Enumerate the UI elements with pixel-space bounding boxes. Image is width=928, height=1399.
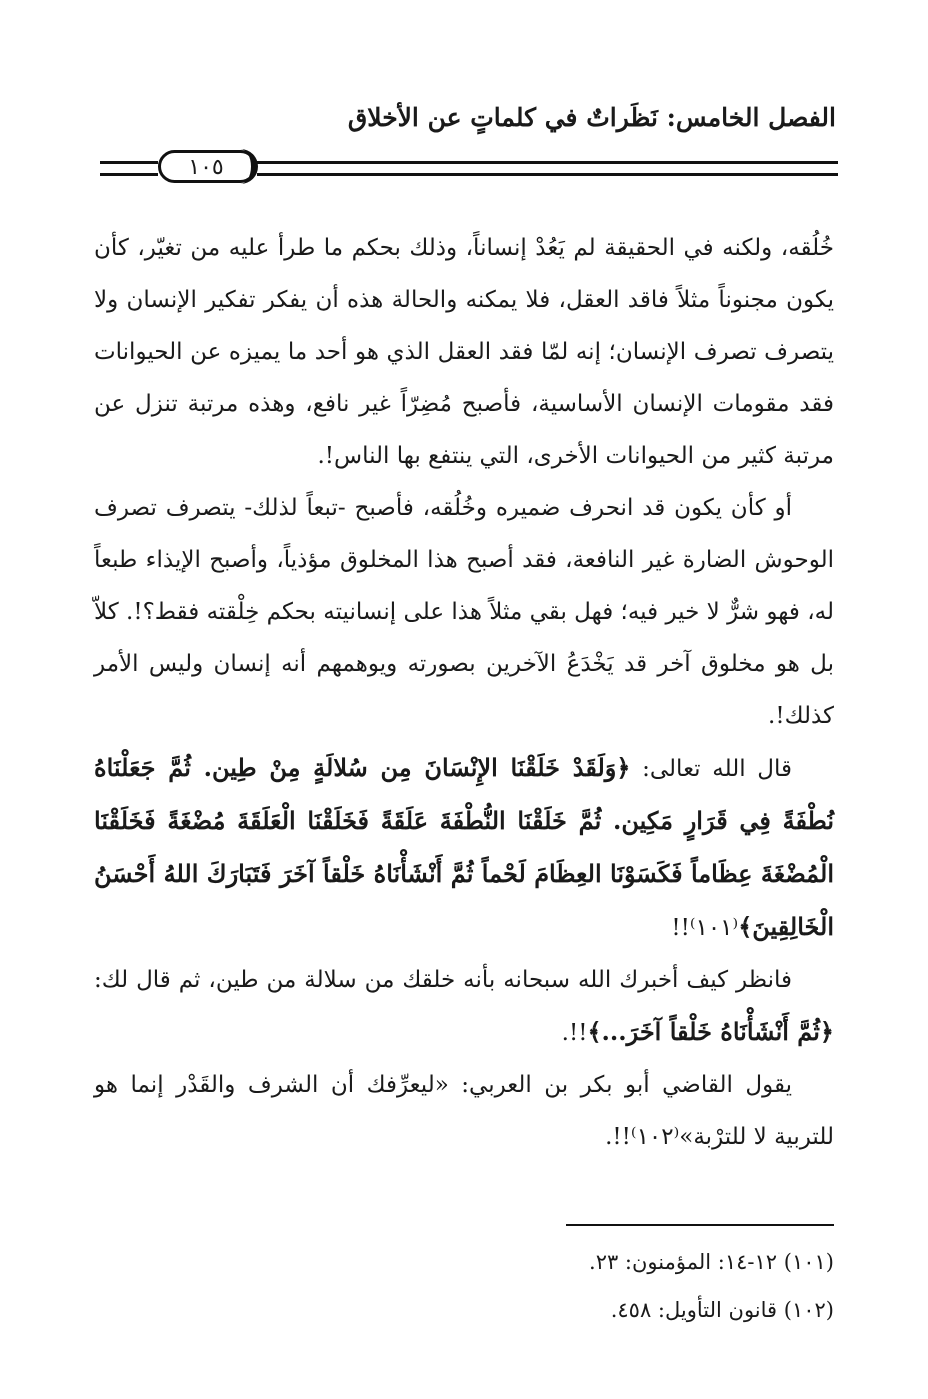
quran-verse-al-muminun: ﴿وَلَقَدْ خَلَقْنَا الإِنْسَانَ مِن سُلالَةٍ مِنْ طِين. ثُمَّ جَعَلْنَاهُ نُطْفَةً فِي قَرَارٍ مَكِين. ثُمَّ خَلَقْنَا النُّطْفَةَ عَلَقَةً فَخَلَقْنَا الْعَلَقَةَ مُضْغَةً فَخَلَقْنَا الْمُضْغَةَ عِظَاماً فَكَسَوْنَا العِظَامَ لَحْماً ثُمَّ أَنْشَأْنَاهُ خَلْقاً آخَرَ فَتَبَارَكَ اللهُ أَحْسَنُ الْخَالِقِينَ﴾ [94,753,834,941]
quote-intro: قال الله تعالى: [630,756,793,782]
footnote-102: (١٠٢) قانون التأويل: ٤٥٨. [610,1298,834,1322]
paragraph-1: خُلُقه، ولكنه في الحقيقة لم يَعُدْ إنساناً، وذلك بحكم ما طرأ عليه من تغيّر، كأن يكون مجنوناً مثلاً فاقد العقل، فلا يمكنه والحالة هذه أن يفكر تفكير الإنسان ولا يتصرف تصرف الإنسان؛ إنه لمّا فقد العقل الذي هو أحد ما يميزه عن الحيوانات فقد مقومات الإنسان الأساسية، فأصبح مُضِرّاً غير نافع، وهذه مرتبة تنزل عن مرتبة كثير من الحيوانات الأخرى، التي ينتفع بها الناس!. [94,235,834,469]
footnote-101: (١٠١) ١٢-١٤: المؤمنون: ٢٣. [589,1250,834,1274]
quran-verse-short: ﴿ثُمَّ أَنْشَأْنَاهُ خَلْقاً آخَرَ...﴾ [587,1017,834,1046]
header-rule-left [100,161,158,176]
paragraph-5: يقول القاضي أبو بكر بن العربي: «ليعرِّفك أن الشرف والقَدْر إنما هو للتربية لا للترْبة»⁽١٠٢⁾!!. [94,1072,834,1150]
page-number-band [100,150,838,190]
header-rule-right [257,161,838,176]
page-number-capsule [158,150,257,183]
chapter-header: الفصل الخامس: نَظَراتٌ في كلماتٍ عن الأخلاق [347,103,836,132]
paragraph-4 [94,954,834,1059]
paragraph-3 [94,742,834,954]
paragraph-4-text: فانظر كيف أخبرك الله سبحانه بأنه خلقك من سلالة من طين، ثم قال لك: [94,967,792,993]
footnote-separator [566,1224,834,1226]
paragraph-4-end: !!. [561,1020,588,1046]
footnotes [94,1238,834,1334]
paragraph-2: أو كأن يكون قد انحرف ضميره وخُلُقه، فأصبح -تبعاً لذلك- يتصرف تصرف الوحوش الضارة غير النافعة، فقد أصبح هذا المخلوق مؤذياً، وأصبح الإيذاء طبعاً له، فهو شرٌّ لا خير فيه؛ فهل بقي مثلاً هذا على إنسانيته بحكم خِلْقته فقط؟!. كلاّ بل هو مخلوق آخر قد يَخْدَعُ الآخرين بصورته ويوهمهم أنه إنسان وليس الأمر كذلك!. [94,495,834,729]
footnote-ref-101: ⁽١٠١⁾!! [671,915,739,941]
page-number: ١٠٥ [188,155,224,180]
body-text [94,222,834,1163]
